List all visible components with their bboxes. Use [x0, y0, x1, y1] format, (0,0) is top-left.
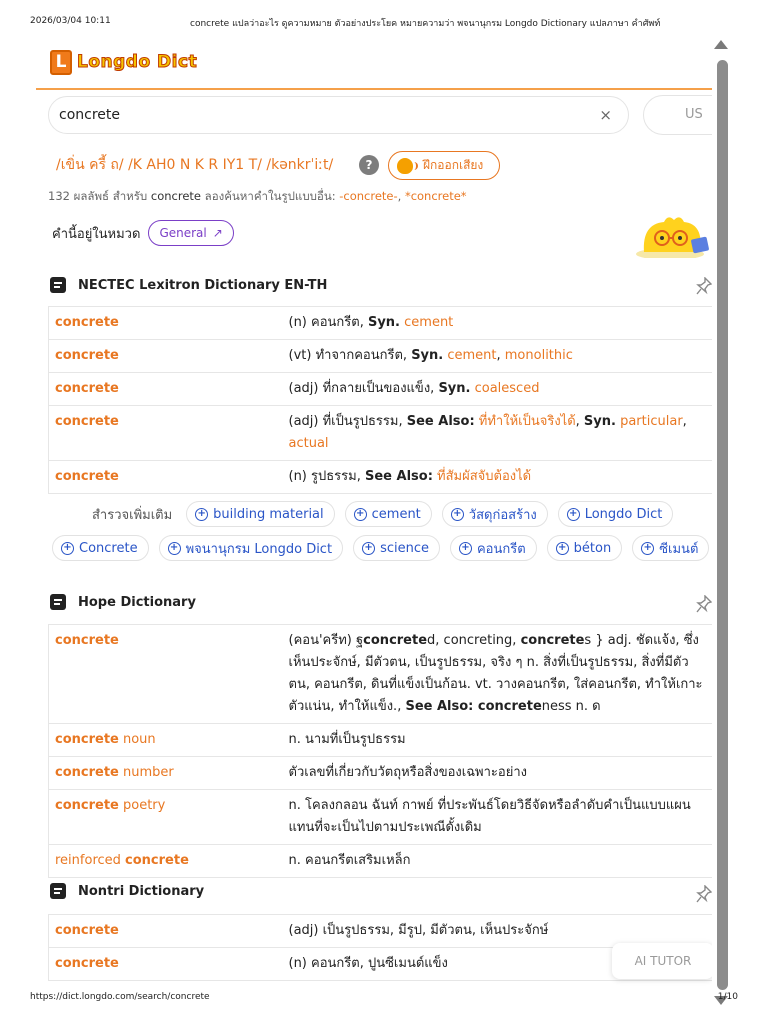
entry-definition: n. นามที่เป็นรูปธรรม [283, 724, 713, 757]
category-label: คำนี้อยู่ในหมวด [52, 226, 141, 242]
def-text: (vt) ทำจากคอนกรีต, [288, 348, 412, 363]
hope-table [48, 624, 712, 878]
headword-bold: concrete [125, 853, 189, 868]
see-also-link[interactable]: ที่ทำให้เป็นจริงได้ [474, 414, 576, 429]
see-also-label: See Also: [406, 414, 475, 429]
synonym-link[interactable]: cement [400, 315, 454, 330]
entry-headword[interactable]: concrete [49, 340, 283, 373]
entry-headword[interactable] [49, 757, 283, 790]
explore-chip[interactable] [442, 501, 548, 527]
practice-pronunciation-label: ฝึกออกเสียง [423, 158, 484, 172]
table-row [49, 625, 713, 724]
explore-chip[interactable] [345, 501, 432, 527]
def-bold: See Also: concrete [405, 699, 542, 714]
entry-definition: (adj) ที่เป็นรูปธรรม, See Also: ที่ทำให้เป็นจริงได้, Syn. particular, actual [283, 406, 713, 461]
arrow-up-right-icon: ↗ [212, 226, 223, 240]
print-page-number: 1/10 [717, 992, 738, 1002]
entry-headword[interactable]: concrete [49, 406, 283, 461]
logo-mark-icon: L [50, 50, 72, 75]
explore-chip[interactable] [159, 535, 343, 561]
chip-label: ซีเมนต์ [659, 541, 699, 557]
results-suggest-label: ลองค้นหาคำในรูปแบบอื่น: [204, 189, 336, 203]
clear-icon[interactable]: × [599, 106, 612, 124]
search-value: concrete [59, 107, 120, 123]
synonym-link[interactable]: actual [288, 436, 329, 451]
plus-circle-icon: + [451, 508, 464, 521]
pin-icon[interactable] [696, 595, 712, 613]
headword-bold: concrete [55, 732, 119, 747]
def-text: ness n. ด [541, 699, 601, 714]
synonym-link[interactable]: particular [615, 414, 683, 429]
headword-rest: reinforced [55, 853, 126, 868]
plus-circle-icon: + [556, 542, 569, 555]
def-text: s } adj. ชัดแจ้ง, ซึ่งเห็นประจักษ์, มีตัวตน, เป็นรูปธรรม, จริง ๆ n. สิ่งที่เป็นรูปธรรม, สิ่งที่มีตัวตน, คอนกรีต, ดินที่แข็งเป็นก้อน. vt. วางคอนกรีต, ใส่คอนกรีต, ทำให้เกาะตัวแน่น, ทำให้แข็ง., [288, 633, 703, 714]
print-footer [30, 992, 738, 1006]
language-label: US [685, 107, 703, 122]
def-bold: concrete [520, 633, 585, 648]
entry-headword[interactable]: concrete [49, 461, 283, 494]
plus-circle-icon: + [567, 508, 580, 521]
table-row [49, 724, 713, 757]
syn-label: Syn. [411, 348, 444, 363]
explore-chip[interactable] [186, 501, 334, 527]
pin-icon[interactable] [696, 885, 712, 903]
def-text: (n) คอนกรีต, [288, 315, 368, 330]
mascot-illustration [634, 214, 712, 258]
entry-definition: n. คอนกรีตเสริมเหล็ก [283, 845, 713, 878]
hope-section-header [50, 592, 196, 612]
entry-definition: (n) คอนกรีต, ปูนซีเมนต์แข็ง [283, 948, 713, 981]
chip-label: วัสดุก่อสร้าง [468, 507, 537, 523]
nontri-section-header [50, 881, 204, 901]
headword-rest: noun [118, 732, 156, 747]
practice-pronunciation-button[interactable] [388, 151, 500, 180]
entry-definition: n. โคลงกลอน ฉันท์ กาพย์ ที่ประพันธ์โดยวิธีจัดหรือลำดับคำเป็นแบบแผน แทนที่จะเป็นไปตามประเพณีดั้งเดิม [283, 790, 713, 845]
category-chip-general[interactable] [148, 220, 233, 246]
separator: , [682, 414, 687, 429]
syn-label: Syn. [583, 414, 616, 429]
headword-rest: number [118, 765, 174, 780]
table-row [49, 757, 713, 790]
pin-icon[interactable] [696, 277, 712, 295]
print-header [30, 16, 738, 30]
def-bold: concrete [363, 633, 428, 648]
category-chip-label: General [159, 226, 207, 240]
entry-headword[interactable] [49, 790, 283, 845]
chip-label: พจนานุกรม Longdo Dict [185, 541, 333, 557]
explore-chip[interactable] [450, 535, 537, 561]
header-divider [36, 88, 712, 90]
synonym-link[interactable]: cement [443, 348, 497, 363]
table-row [49, 307, 713, 340]
dictionary-icon [50, 594, 66, 610]
results-count: 132 ผลลัพธ์ สำหรับ [48, 189, 148, 203]
chip-label: Longdo Dict [584, 506, 663, 522]
entry-definition: (adj) เป็นรูปธรรม, มีรูป, มีตัวตน, เห็นประจักษ์ [283, 915, 713, 948]
def-text: (คอน'ครีท) ฐ [288, 633, 364, 648]
table-row [49, 845, 713, 878]
see-also-link[interactable]: ที่สัมผัสจับต้องได้ [432, 469, 532, 484]
plus-circle-icon: + [168, 542, 181, 555]
plus-circle-icon: + [195, 508, 208, 521]
plus-circle-icon: + [362, 542, 375, 555]
scroll-up-arrow-icon[interactable] [714, 40, 728, 49]
logo-text: Longdo Dict [77, 52, 198, 72]
results-note [48, 188, 467, 206]
print-datetime: 2026/03/04 10:11 [30, 16, 111, 26]
entry-headword[interactable]: concrete [49, 307, 283, 340]
def-text: (n) รูปธรรม, [288, 469, 365, 484]
alt-search-link[interactable]: -concrete- [339, 189, 398, 203]
syn-label: Syn. [367, 315, 400, 330]
longdo-logo[interactable] [50, 49, 197, 75]
alt-separator: , [397, 189, 405, 203]
explore-chip[interactable] [52, 535, 149, 561]
section-title: Nontri Dictionary [78, 883, 205, 899]
chip-label: science [380, 540, 429, 556]
scrollbar-thumb[interactable] [717, 60, 728, 990]
explore-row-2 [52, 535, 712, 561]
language-button[interactable] [643, 95, 712, 135]
plus-circle-icon: + [459, 542, 472, 555]
section-title: Hope Dictionary [78, 594, 196, 610]
entry-headword[interactable]: concrete [49, 625, 283, 724]
headword-bold: concrete [55, 765, 119, 780]
entry-headword[interactable]: concrete [49, 915, 283, 948]
syn-label: Syn. [438, 381, 471, 396]
ai-tutor-button[interactable]: AI TUTOR [612, 943, 712, 979]
entry-definition [283, 625, 713, 724]
explore-label: สำรวจเพิ่มเติม [92, 507, 173, 523]
section-title: NECTEC Lexitron Dictionary EN-TH [78, 277, 328, 293]
results-keyword: concrete [150, 189, 201, 203]
dictionary-icon [50, 277, 66, 293]
entry-definition [283, 461, 713, 494]
entry-headword[interactable]: concrete [49, 948, 283, 981]
entry-definition [283, 340, 713, 373]
headword-rest: poetry [118, 798, 166, 813]
search-input[interactable] [48, 96, 629, 134]
synonym-link[interactable]: coalesced [470, 381, 540, 396]
entry-definition [283, 307, 713, 340]
chip-label: คอนกรีต [476, 541, 526, 557]
separator: , [496, 348, 505, 363]
chip-label: cement [371, 506, 421, 522]
category-row [52, 220, 234, 246]
def-text: d, concreting, [427, 633, 521, 648]
speaking-head-icon [397, 158, 413, 174]
plus-circle-icon: + [354, 508, 367, 521]
entry-definition [283, 373, 713, 406]
entry-headword[interactable] [49, 724, 283, 757]
chip-label: Concrete [79, 540, 138, 556]
explore-chip[interactable] [558, 501, 674, 527]
table-row [49, 790, 713, 845]
def-text: (adj) ที่กลายเป็นของแข็ง, [288, 381, 439, 396]
dictionary-page [36, 40, 712, 995]
table-row [49, 915, 713, 948]
synonym-link[interactable]: monolithic [504, 348, 573, 363]
table-row [49, 340, 713, 373]
dictionary-icon [50, 883, 66, 899]
explore-chip[interactable] [353, 535, 440, 561]
table-row [49, 373, 713, 406]
entry-definition: ตัวเลขที่เกี่ยวกับวัตถุหรือสิ่งของเฉพาะอย่าง [283, 757, 713, 790]
print-title: concrete แปลว่าอะไร ดูความหมาย ตัวอย่างประโยค หมายความว่า พจนานุกรม Longdo Dictionary แปลภาษา คำศัพท์ [190, 19, 661, 29]
entry-headword[interactable]: concrete [49, 373, 283, 406]
plus-circle-icon: + [61, 542, 74, 555]
table-row [49, 461, 713, 494]
nectec-section-header [50, 275, 327, 295]
table-row [49, 406, 713, 461]
nectec-table [48, 306, 712, 494]
def-text: (adj) ที่เป็นรูปธรรม, [288, 414, 407, 429]
pronunciation: /เขิ่น ครี้ ถ/ /K AH0 N K R IY1 T/ /kənkrˈiːt/ [56, 157, 334, 173]
entry-headword[interactable] [49, 845, 283, 878]
chip-label: béton [573, 540, 612, 556]
plus-circle-icon: + [641, 542, 654, 555]
alt-search-link[interactable]: *concrete* [404, 189, 467, 203]
print-url: https://dict.longdo.com/search/concrete [30, 992, 210, 1002]
explore-chip[interactable] [632, 535, 709, 561]
see-also-label: See Also: [364, 469, 433, 484]
explore-chip[interactable] [547, 535, 623, 561]
headword-bold: concrete [55, 798, 119, 813]
help-icon[interactable]: ? [359, 155, 379, 175]
explore-row-1 [92, 501, 683, 527]
chip-label: building material [213, 506, 324, 522]
